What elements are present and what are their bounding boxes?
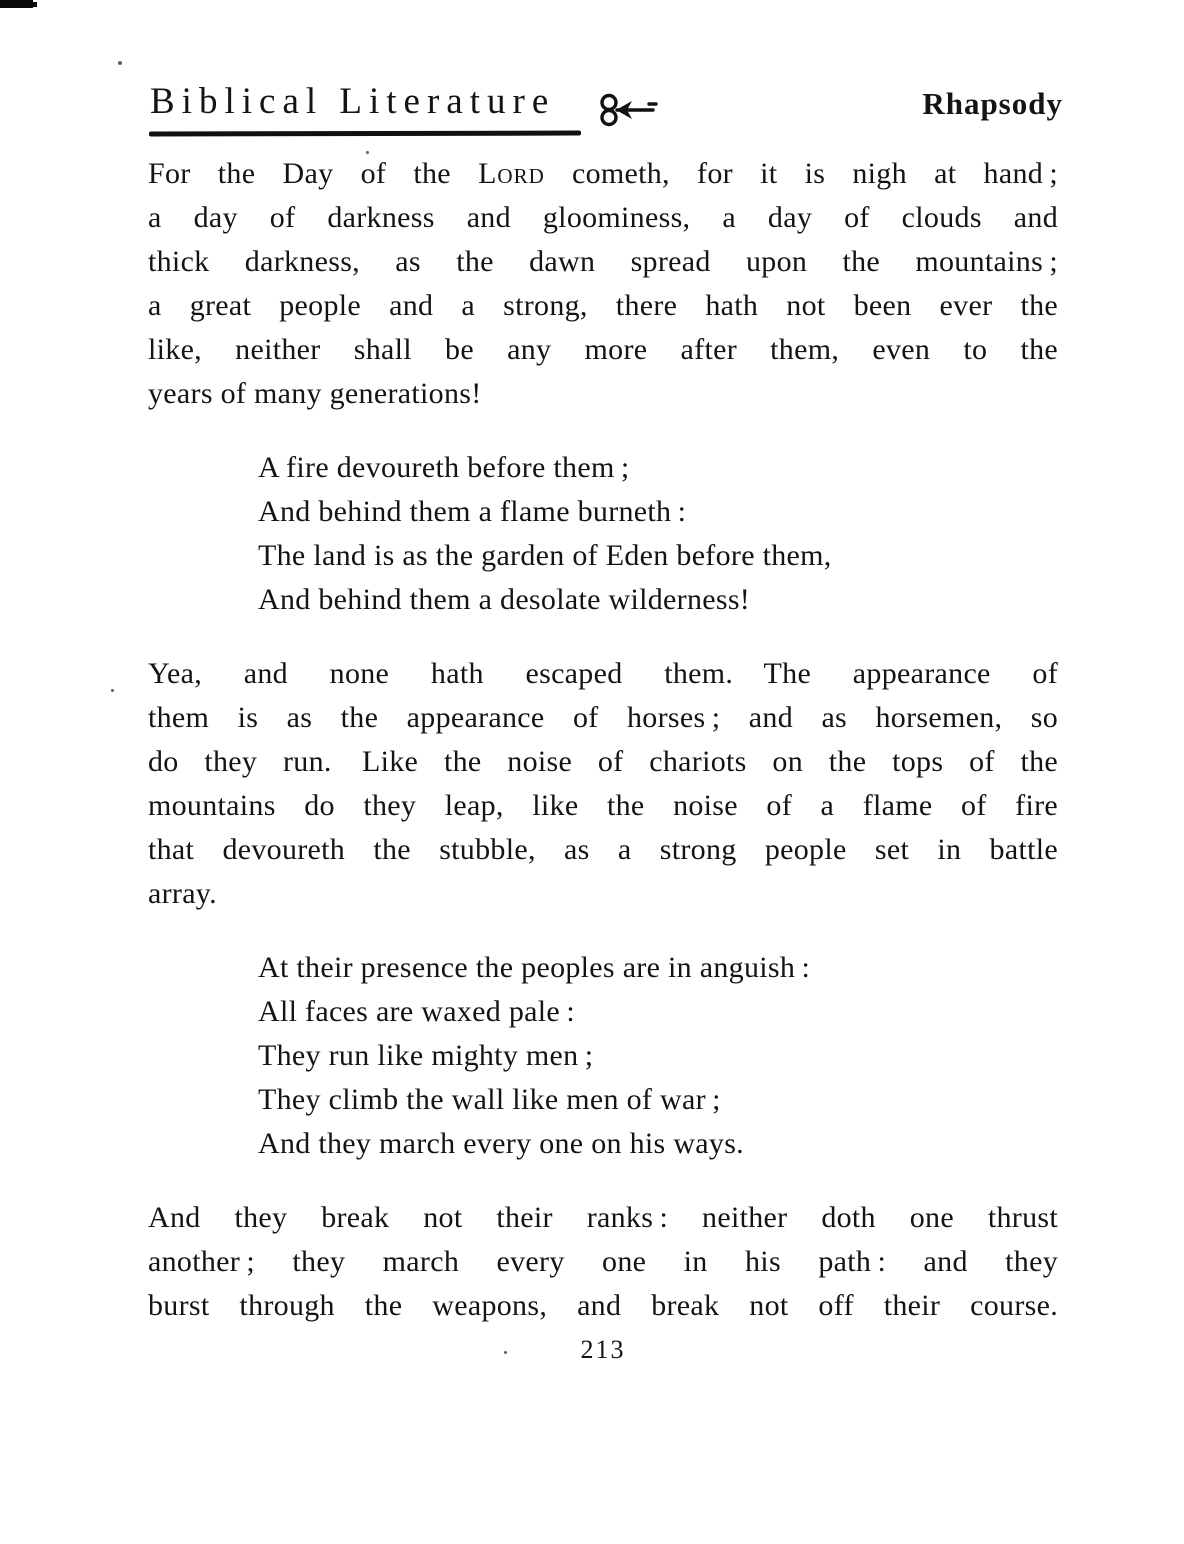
verse-line: They climb the wall like men of war ; — [258, 1083, 721, 1116]
line-segment: For the Day of the — [148, 157, 479, 190]
smallcaps-lord: Lord — [478, 157, 545, 190]
page-title: Biblical Literature — [150, 81, 556, 122]
text-line: array. — [148, 877, 217, 910]
scan-speck — [118, 61, 122, 65]
verse-line: And behind them a flame burneth : — [258, 495, 687, 528]
verse-line: A fire devoureth before them ; — [258, 451, 630, 484]
text-line: thick darkness, as the dawn spread upon the mountains ; — [148, 245, 1058, 278]
verse-block-2 — [148, 946, 1058, 1166]
verse-line: They run like mighty men ; — [258, 1039, 594, 1072]
text-line: them is as the appearance of horses ; and as horsemen, so — [148, 701, 1058, 734]
verse-line: All faces are waxed pale : — [258, 995, 575, 1028]
paragraph-1 — [148, 152, 1058, 416]
paragraph-2 — [148, 652, 1058, 916]
paragraph-3 — [148, 1196, 1058, 1328]
line-segment: cometh, for it is nigh at hand ; — [544, 157, 1058, 190]
text-line: that devoureth the stubble, as a strong people set in battle — [148, 833, 1058, 866]
verse-line: And they march every one on his ways. — [258, 1127, 744, 1160]
text-line — [148, 152, 1058, 196]
left-arrow-fleuron-icon — [596, 90, 660, 130]
verse-line: At their presence the peoples are in anguish : — [258, 951, 811, 984]
scan-speck — [111, 689, 114, 692]
text-line: another ; they march every one in his path : and they — [148, 1245, 1058, 1278]
text-line: years of many generations! — [148, 377, 482, 410]
scan-artifact-corner — [0, 0, 33, 8]
text-line: like, neither shall be any more after them, even to the — [148, 333, 1058, 366]
text-line: burst through the weapons, and break not off their course. — [148, 1289, 1058, 1322]
verse-line: And behind them a desolate wilderness! — [258, 583, 751, 616]
text-line: Yea, and none hath escaped them. The appearance of — [148, 657, 1058, 690]
running-head: Rhapsody — [922, 86, 1063, 121]
text-line: do they run. Like the noise of chariots on the tops of the — [148, 745, 1058, 778]
title-underline — [149, 131, 581, 137]
text-line: a great people and a strong, there hath not been ever the — [148, 289, 1058, 322]
page-number: 213 — [580, 1335, 626, 1364]
text-line: And they break not their ranks : neither doth one thrust — [148, 1201, 1058, 1234]
verse-line: The land is as the garden of Eden before them, — [258, 539, 832, 572]
verse-block-1 — [148, 446, 1058, 622]
text-line: mountains do they leap, like the noise of a flame of fire — [148, 789, 1058, 822]
text-line: a day of darkness and gloominess, a day of clouds and — [148, 201, 1058, 234]
body-text — [148, 152, 1058, 1372]
